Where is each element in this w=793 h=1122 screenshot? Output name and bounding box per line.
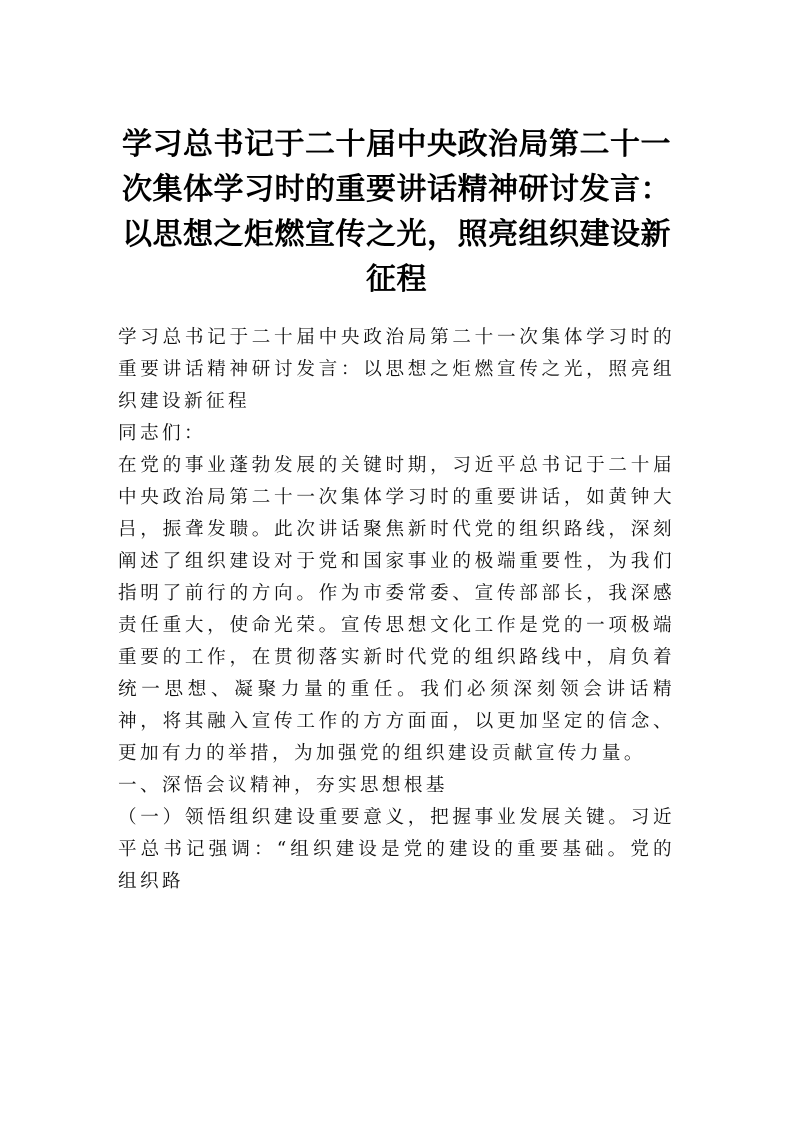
intro-paragraph: 在党的事业蓬勃发展的关键时期，习近平总书记于二十届中央政治局第二十一次集体学习时的重要讲话，如黄钟大吕，振聋发聩。此次讲话聚焦新时代党的组织路线，深刻阐述了组织建设对于党和国家事业的极端重要性，为我们指明了前行的方向。作为市委常委、宣传部部长，我深感责任重大，使命光荣。宣传思想文化工作是党的一项极端重要的工作，在贯彻落实新时代党的组织路线中，肩负着统一思想、凝聚力量的重任。我们必须深刻领会讲话精神，将其融入宣传工作的方方面面，以更加坚定的信念、更加有力的举措，为加强党的组织建设贡献宣传力量。 [118,455,675,764]
document-title: 学习总书记于二十届中央政治局第二十一次集体学习时的重要讲话精神研讨发言：以思想之炬燃宣传之光，照亮组织建设新征程 [122,127,671,297]
subsection-paragraph: （一）领悟组织建设重要意义，把握事业发展关键。习近平总书记强调：“组织建设是党的建设的重要基础。党的组织路 [118,807,675,892]
document-body [118,322,675,898]
salutation-paragraph: 同志们： [118,423,206,444]
section-heading: 一、深悟会议精神，夯实思想根基 [118,775,448,796]
subtitle-paragraph: 学习总书记于二十届中央政治局第二十一次集体学习时的重要讲话精神研讨发言：以思想之炬燃宣传之光，照亮组织建设新征程 [118,327,675,412]
